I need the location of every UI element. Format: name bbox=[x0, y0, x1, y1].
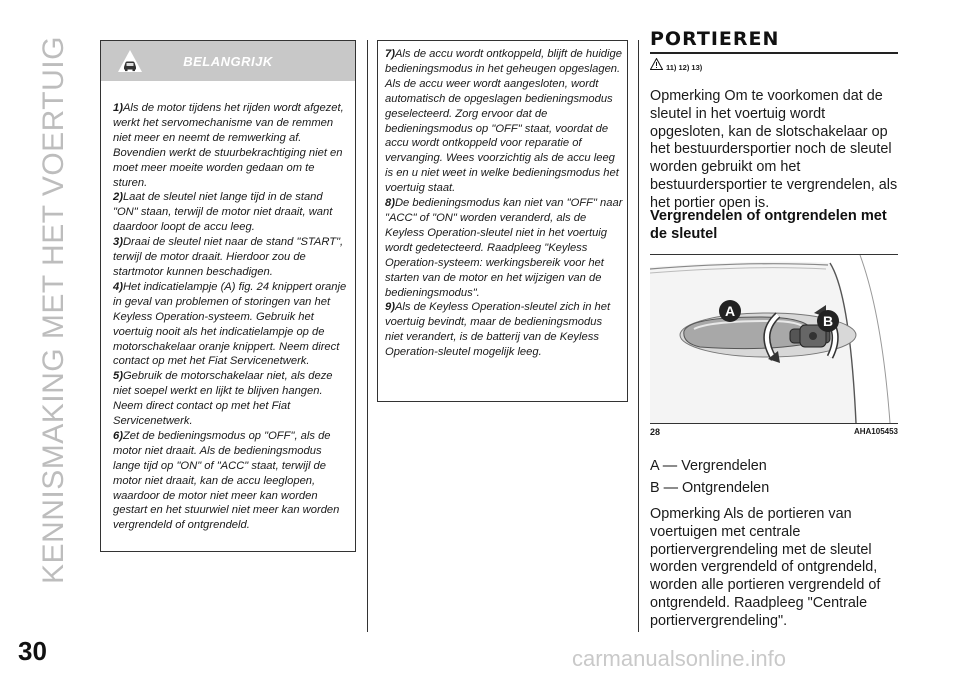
legend-b: B — Ontgrendelen bbox=[650, 480, 770, 496]
watermark: carmanualsonline.info bbox=[572, 646, 787, 671]
column-divider bbox=[367, 40, 368, 632]
warning-triangle-icon bbox=[650, 58, 663, 70]
figure-label-a: A bbox=[724, 303, 736, 319]
warning-item: 4)Het indicatielampje (A) fig. 24 knippert oranje in geval van problemen of storingen van het Keyless Operation-systeem. Gebruik het voertuig nooit als het indicatielampje op de motorschakelaar oranje knippert. Neem direct contact op met het Fiat Servicenetwerk. bbox=[113, 280, 347, 368]
figure-code: AHA105453 bbox=[853, 427, 898, 436]
section-title: PORTIEREN bbox=[650, 28, 780, 50]
warning-item: 1)Als de motor tijdens het rijden wordt afgezet, werkt het servomechanisme van de remmen niet meer en neemt de remwerking af. Bovendien werkt de stuurbekrachtiging niet en moet meer moeite worden gedaan om te sturen. bbox=[113, 102, 344, 189]
warning-item: 3)Draai de sleutel niet naar de stand "START", terwijl de motor draait. Hierdoor zou de startmotor kunnen beschadigen. bbox=[113, 236, 344, 278]
car-warning-icon bbox=[115, 47, 145, 75]
warning-item: 6)Zet de bedieningsmodus op "OFF", als de motor niet draait. Als de bedieningsmodus lange tijd op "ON" of "ACC" staat, terwijl de motor niet draait, kan de accu leeglopen, waardoor de motor niet meer kan worden gestart en het stuurwiel niet meer kan worden vergrendeld of ontgrendeld. bbox=[113, 429, 340, 532]
page-number: 30 bbox=[18, 636, 47, 666]
warning-item: 5)Gebruik de motorschakelaar niet, als deze niet soepel werkt en lijkt te blijven hangen. Neem direct contact op met het Fiat Servicenetwerk. bbox=[113, 370, 333, 428]
warning-item: 9)Als de Keyless Operation-sleutel zich in het voertuig bevindt, maar de bedieningsmodus niet verandert, is de batterij van de Keyless Operation-sleutel mogelijk leeg. bbox=[385, 301, 611, 359]
figure-rule bbox=[650, 423, 898, 424]
column-divider bbox=[638, 40, 639, 632]
reference-numbers: 11) 12) 13) bbox=[666, 62, 703, 72]
legend-a: A — Vergrendelen bbox=[650, 458, 767, 474]
warning-header bbox=[101, 41, 355, 81]
warning-box bbox=[100, 40, 356, 552]
warning-item: 2)Laat de sleutel niet lange tijd in de stand "ON" staan, terwijl de motor niet draait, want daardoor loopt de accu leeg. bbox=[113, 191, 333, 234]
warning-item: 8)De bedieningsmodus kan niet van "OFF" naar "ACC" of "ON" worden veranderd, als de Keyless Operation-sleutel niet in het voertuig wordt gedetecteerd. Raadpleeg "Keyless Operation-systeem: werkingsbereik voor het starten van de motor en het wijzigen van de bedieningsmodus". bbox=[385, 197, 623, 299]
figure-28 bbox=[650, 254, 898, 440]
section-rule bbox=[650, 52, 898, 54]
figure-number: 28 bbox=[650, 427, 661, 437]
warning-box-continued bbox=[377, 40, 628, 402]
door-handle-illustration bbox=[650, 255, 898, 423]
figure-label-b: B bbox=[822, 313, 834, 329]
remark-paragraph-2: Opmerking Als de portieren van voertuigen met centrale portiervergrendeling met de sleutel worden vergrendeld of ontgrendeld, worden alle portieren vergrendeld of ontgrendeld. Raadpleeg "Centrale portiervergrendeling". bbox=[650, 506, 881, 629]
remark-paragraph: Opmerking Om te voorkomen dat de sleutel in het voertuig wordt opgesloten, kan de slotschakelaar op het bestuurdersportier noch de sleutel worden gebruikt om het bestuurdersportier te vergrendelen, als het portier open is. bbox=[650, 88, 898, 211]
warning-item: 7)Als de accu wordt ontkoppeld, blijft de huidige bedieningsmodus in het geheugen opgeslagen. Als de accu weer wordt aangesloten, wordt automatisch de opgeslagen bedieningsmodus geselecteerd. Zorg ervoor dat de bedieningsmodus op "OFF" staat, voordat de accu wordt ontkoppeld voor reparatie of vervanging. Wees voorzichtig als de accu leeg is en u niet weet in welke bedieningsmodus het voertuig staat. bbox=[385, 48, 622, 195]
warning-references bbox=[650, 58, 702, 70]
subheading: Vergrendelen of ontgrendelen met de sleutel bbox=[650, 208, 887, 242]
chapter-title bbox=[4, 30, 104, 590]
warning-title: BELANGRIJK bbox=[183, 53, 273, 69]
chapter-title-text: KENNISMAKING MET HET VOERTUIG bbox=[37, 36, 70, 584]
